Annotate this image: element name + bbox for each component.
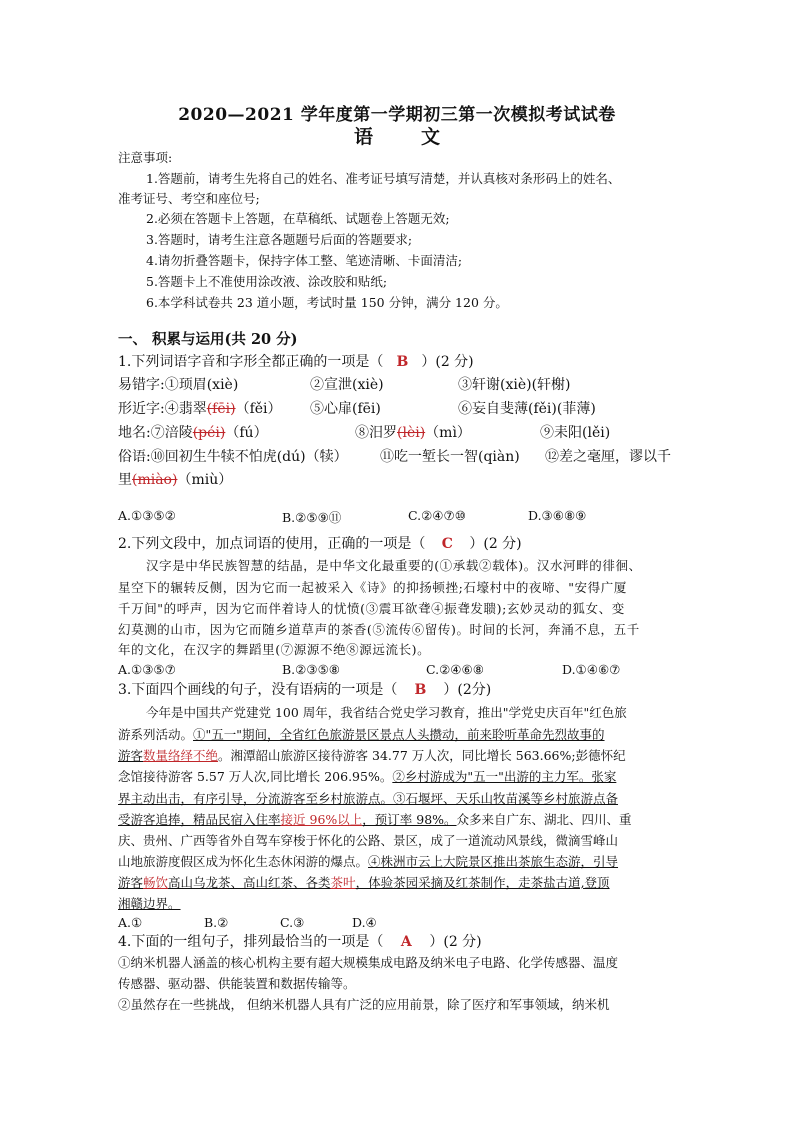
q3-text-2	[118, 727, 605, 743]
q1-row-4-label: 俗语:	[118, 449, 151, 465]
q3-text-6-c: 众多来自广东、湖北、四川、重	[456, 812, 632, 827]
q1-row-2-b: ⑤心扉(fēi)	[310, 401, 381, 417]
q2-text-1: 汉字是中华民族智慧的结晶，是中华文化最重要的(①承载②载体)。汉水河畔的徘徊、	[146, 558, 642, 573]
q1-row-3-b-word: ⑧汨罗	[355, 425, 397, 441]
q3-option-c: C.③	[280, 915, 305, 930]
q2-option-c: C.②④⑥⑧	[426, 662, 484, 677]
q1-option-b: B.②⑤⑨⑪	[282, 510, 342, 525]
q2-stem-b: ）(2 分)	[469, 536, 522, 552]
q1-row-3-label: 地名:	[118, 425, 151, 441]
q2-option-a: A.①③⑤⑦	[118, 662, 176, 677]
q3-sentence-4-c: ，体验茶园采摘及红茶制作，走茶盐古道,登顶	[355, 875, 610, 890]
note-line-4: 3.答题时，请考生注意各题题号后面的答题要求;	[146, 232, 413, 247]
q2-text-2: 星空下的辗转反侧，因为它而一起被采入《诗》的抑扬顿挫;石壕村中的夜啼、"安得广厦	[118, 580, 627, 595]
q2-text-4: 幻莫测的山市，因为它而随乡道草声的茶香(⑤流传⑥留传)。时间的长河，奔涌不息，五千	[118, 622, 640, 637]
section-heading: 一、 积累与运用(共 20 分)	[118, 331, 298, 348]
q3-text-10	[118, 896, 181, 912]
note-line-3: 2.必须在答题卡上答题，在草稿纸、试题卷上答题无效;	[146, 211, 450, 226]
notes-heading: 注意事项:	[118, 150, 173, 165]
note-line-2: 准考证号、考空和座位号;	[118, 191, 260, 206]
q1-row-2	[118, 401, 282, 417]
q1-row-3-c: ⑨耒阳(lěi)	[540, 425, 611, 441]
q4-text-3: ②虽然存在一些挑战， 但纳米机器人具有广泛的应用前景，除了医疗和军事领域，纳米机	[118, 997, 610, 1012]
q4-text-1: ①纳米机器人涵盖的核心机构主要有超大规模集成电路及纳米电子电路、化学传感器、温度	[118, 955, 619, 970]
q3-text-5	[118, 791, 618, 807]
q1-option-c: C.②④⑦⑩	[408, 508, 466, 523]
q1-row-3-fix-a: （fú）	[225, 425, 268, 441]
q3-stem-b: ）(2分)	[443, 682, 492, 698]
q1-stem-a: 1.下列词语字音和字形全都正确的一项是（	[118, 354, 384, 370]
q1-row-4	[118, 449, 348, 465]
q2-text-5: 年的文化，在汉字的舞蹈里(⑦源源不绝⑧源远流长)。	[118, 642, 431, 657]
q1-row-2-strike: (fēi)	[206, 401, 236, 417]
note-line-1: 1.答题前，请考生先将自己的姓名、准考证号填写清楚，并认真核对条形码上的姓名、	[146, 171, 621, 186]
q2-answer: C	[441, 536, 453, 552]
q1-row-2-label: 形近字:	[118, 401, 165, 417]
q3-sentence-3-mid: 受游客追捧，精品民宿入住率	[118, 812, 281, 827]
note-line-5: 4.请勿折叠答题卡，保持字体工整、笔迹清晰、卡面清洁;	[146, 253, 463, 268]
q2-stem	[118, 536, 522, 552]
q3-stem	[118, 682, 491, 698]
q4-answer: A	[400, 934, 412, 950]
q1-row-3-strike-b: (lèi)	[397, 425, 426, 441]
q3-text-6	[118, 812, 632, 828]
q1-stem-b: ）(2 分)	[421, 354, 474, 370]
q3-text-7: 庆、贵州、广西等省外自驾车穿梭于怀化的公路、景区，成了一道流动风景线，微滴雪峰山	[118, 833, 619, 848]
q1-row-2-a: ④翡翠	[164, 401, 207, 417]
note-line-7: 6.本学科试卷共 23 道小题，考试时量 150 分钟，满分 120 分。	[146, 295, 508, 310]
q3-strike-3: 畅饮	[143, 875, 169, 890]
q1-row-3-b	[355, 425, 471, 441]
q1-row-1-a: ①顼眉(xiè)	[164, 377, 239, 393]
q3-text-3-b: 。湘潭韶山旅游区接待游客 34.77 万人次，同比增长 563.66%;彭德怀纪	[218, 748, 626, 763]
q2-text-3: 千万间"的呼声，因为它而伴着诗人的忧愤(③震耳欲聋④振聋发聩);玄妙灵动的狐女、变	[118, 601, 625, 616]
q1-answer: B	[396, 354, 409, 370]
q3-sentence-1: ①"五一"期间，全省红色旅游景区景点人头攒动，前来聆听革命先烈故事的	[193, 727, 605, 742]
q2-stem-a: 2.下列文段中，加点词语的使用，正确的一项是（	[118, 536, 426, 552]
q3-text-1: 今年是中国共产党建党 100 周年，我省结合党史学习教育，推出"学党史庆百年"红色旅	[146, 705, 627, 720]
q3-text-8	[118, 854, 618, 870]
q3-text-2-a: 游系列活动。	[118, 727, 194, 742]
q3-option-b: B.②	[204, 915, 229, 930]
subject-char-2: 文	[421, 126, 441, 148]
q3-sentence-3: ③石堰坪、天乐山牧苗溪等乡村旅游点备	[393, 791, 619, 806]
q1-option-a: A.①③⑤②	[118, 508, 176, 523]
note-line-6: 5.答题卡上不准使用涂改液、涂改胶和贴纸;	[146, 274, 388, 289]
q2-option-b: B.②③⑤⑧	[282, 662, 340, 677]
q3-strike-1: 数量络绎不绝	[143, 748, 219, 763]
q1-row-3-fix-b: （mì）	[425, 425, 471, 441]
q1-row-5-strike: (miào)	[132, 472, 178, 488]
q3-strike-4: 茶叶	[330, 875, 356, 890]
q3-option-a: A.①	[118, 915, 143, 930]
q3-sentence-4: ④株洲市云上大院景区推出茶旅生态游，引导	[368, 854, 619, 869]
q1-stem	[118, 354, 474, 370]
q3-answer: B	[414, 682, 427, 698]
q1-row-1-b: ②宣泄(xiè)	[310, 377, 384, 393]
q2-option-d: D.①④⑥⑦	[562, 662, 621, 677]
q1-row-2-fix: （fěi）	[235, 401, 282, 417]
q3-sentence-2: ②乡村游成为"五一"出游的主力军。张家	[392, 769, 617, 784]
q4-stem-b: ）(2 分)	[429, 934, 482, 950]
exam-title: 2020—2021 学年度第一学期初三第一次模拟考试试卷	[178, 105, 616, 125]
q1-row-5-fix: （miù）	[177, 472, 233, 488]
q3-text-9	[118, 875, 610, 891]
q3-text-4	[118, 769, 616, 785]
q3-sentence-4-a: 游客	[118, 875, 144, 890]
q1-row-1	[118, 377, 238, 393]
q1-row-5-a: 里	[118, 472, 132, 488]
q3-text-3	[118, 748, 626, 764]
q1-row-1-label: 易错字:	[118, 377, 165, 393]
q1-row-2-c: ⑥妄自斐薄(fěi)(菲薄)	[458, 401, 596, 417]
subject-title	[0, 122, 794, 149]
q4-stem-a: 4.下面的一组句子，排列最恰当的一项是（	[118, 934, 384, 950]
q4-stem	[118, 934, 482, 950]
q1-row-4-b: ⑪吃一堑长一智(qiàn)	[380, 449, 520, 465]
q3-strike-2: 接近 96%以上	[280, 812, 363, 827]
q4-text-2: 传感器、驱动器、供能装置和数据传输等。	[118, 976, 356, 991]
subject-char-1: 语	[353, 126, 373, 148]
q1-row-4-a: ⑩回初生牛犊不怕虎(dú)（犊）	[150, 449, 348, 465]
q3-sentence-1-end: 游客	[118, 748, 144, 763]
q1-row-5	[118, 472, 232, 488]
q1-row-3	[118, 425, 268, 441]
q3-sentence-3-end: ，预订率 98%。	[362, 812, 457, 827]
q3-sentence-2-end: 界主动出击，有序引导，分流游客至乡村旅游点。	[118, 791, 394, 806]
q1-row-3-a: ⑦涪陵	[150, 425, 193, 441]
q1-option-d: D.③⑥⑧⑨	[528, 508, 587, 523]
q3-sentence-4-b: 高山乌龙茶、高山红茶、各类	[168, 875, 331, 890]
q3-text-4-a: 念馆接待游客 5.57 万人次,同比增长 206.95%。	[118, 769, 393, 784]
q3-text-8-a: 山地旅游度假区成为怀化生态休闲游的爆点。	[118, 854, 369, 869]
q3-stem-a: 3.下面四个画线的句子，没有语病的一项是（	[118, 682, 398, 698]
q1-row-3-strike-a: (péi)	[192, 425, 226, 441]
q1-row-1-c: ③轩谢(xiè)(轩榭)	[458, 377, 571, 393]
q3-sentence-4-end: 湘赣边界。	[118, 896, 181, 911]
q1-row-4-c: ⑫差之毫厘，谬以千	[545, 449, 671, 465]
q3-option-d: D.④	[352, 915, 377, 930]
